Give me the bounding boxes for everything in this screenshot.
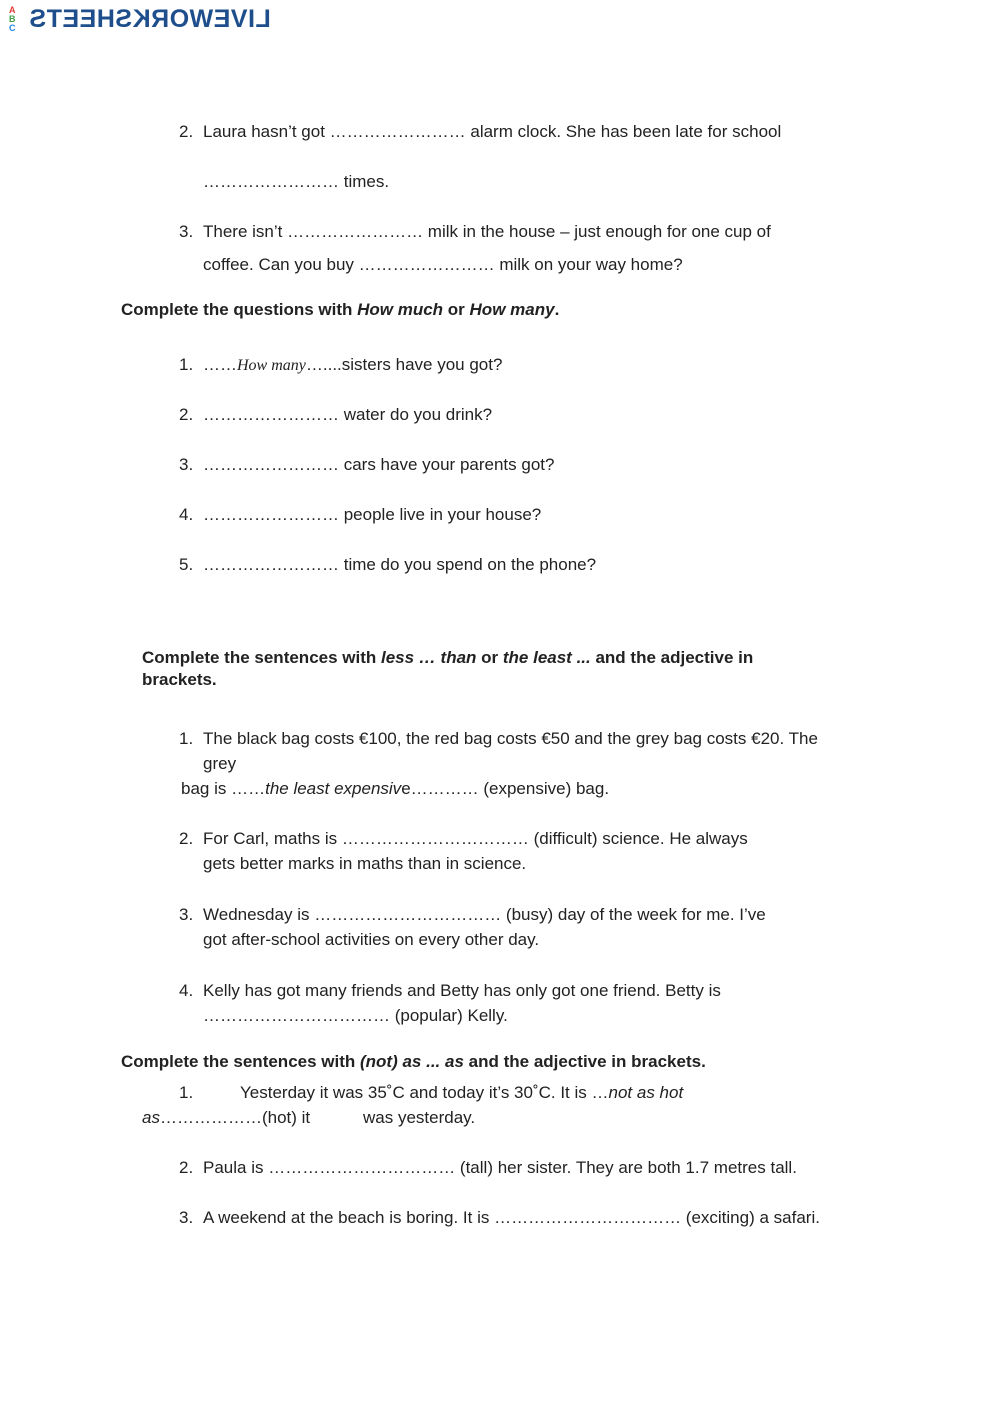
exercise-sentence: There isn’t …………………… milk in the house – just enough for one cup of xyxy=(203,222,771,241)
item-number: 4. xyxy=(179,981,194,1000)
heading-text: and the adjective in xyxy=(590,648,754,667)
exercise-sentence: Paula is …………………………… (tall) her sister. They are both 1.7 metres tall. xyxy=(203,1158,797,1177)
sentence-text: …....sisters have you got? xyxy=(305,355,503,374)
heading-text: Complete the sentences with xyxy=(121,1052,360,1071)
answer-text[interactable]: as xyxy=(142,1108,160,1127)
exercise-sentence xyxy=(142,1108,310,1128)
item-number: 2. xyxy=(179,122,194,141)
item-number: 2. xyxy=(179,829,194,848)
heading-emphasis: the least ... xyxy=(502,648,591,667)
abc-letter-b: B xyxy=(9,14,16,24)
item-number: 3. xyxy=(179,905,194,924)
exercise-sentence: …………………………… (popular) Kelly. xyxy=(203,1006,508,1025)
heading-emphasis: How many xyxy=(469,300,555,319)
exercise-sentence xyxy=(240,1083,683,1103)
logo-text: LIVEWORKSHEETS xyxy=(29,5,271,33)
exercise-sentence: …………………… water do you drink? xyxy=(203,405,493,424)
exercise-sentence xyxy=(181,779,609,799)
sentence-text: ………………(hot) it xyxy=(159,1108,311,1127)
item-number: 2. xyxy=(179,1158,194,1177)
section-heading-as-as xyxy=(121,1051,706,1073)
heading-emphasis: How much xyxy=(357,300,444,319)
item-number: 2. xyxy=(179,405,194,424)
item-number: 4. xyxy=(179,505,194,524)
answer-text[interactable]: the least expensiv xyxy=(265,779,402,798)
sentence-text: e………… (expensive) bag. xyxy=(401,779,610,798)
exercise-sentence: was yesterday. xyxy=(363,1108,476,1127)
liveworksheets-logo xyxy=(8,4,271,34)
exercise-sentence: A weekend at the beach is boring. It is …………………………… (exciting) a safari. xyxy=(203,1208,820,1227)
item-number: 3. xyxy=(179,222,194,241)
item-number: 1. xyxy=(179,1083,194,1102)
section-heading-less-than-line2: brackets. xyxy=(142,670,217,689)
heading-emphasis: less … than xyxy=(381,648,477,667)
item-number: 3. xyxy=(179,1208,194,1227)
exercise-sentence: …………………… time do you spend on the phone? xyxy=(203,555,597,574)
exercise-sentence: The black bag costs €100, the red bag costs €50 and the grey bag costs €20. The xyxy=(203,729,818,748)
answer-text[interactable]: not as hot xyxy=(608,1083,684,1102)
exercise-sentence: grey xyxy=(203,754,237,773)
heading-emphasis: (not) as ... as xyxy=(360,1052,464,1071)
exercise-sentence: Laura hasn’t got …………………… alarm clock. She has been late for school xyxy=(203,122,782,141)
answer-text[interactable]: How many xyxy=(237,357,306,374)
item-number: 1. xyxy=(179,729,194,748)
exercise-sentence: …………………… times. xyxy=(203,172,390,191)
exercise-sentence: Kelly has got many friends and Betty has only got one friend. Betty is xyxy=(203,981,721,1000)
exercise-sentence: …………………… cars have your parents got? xyxy=(203,455,555,474)
heading-text: Complete the questions with xyxy=(121,300,358,319)
exercise-sentence: For Carl, maths is …………………………… (difficult) science. He always xyxy=(203,829,748,848)
heading-text: and the adjective in brackets. xyxy=(463,1052,706,1071)
heading-text: . xyxy=(554,300,560,319)
exercise-sentence: got after-school activities on every other day. xyxy=(203,930,540,949)
abc-letter-a: A xyxy=(9,5,16,15)
item-number: 3. xyxy=(179,455,194,474)
exercise-sentence: Wednesday is …………………………… (busy) day of the week for me. I’ve xyxy=(203,905,766,924)
section-heading-less-than xyxy=(142,647,753,669)
item-number: 5. xyxy=(179,555,194,574)
heading-text: or xyxy=(443,300,470,319)
exercise-sentence xyxy=(203,355,502,376)
section-heading-how-much xyxy=(121,299,559,321)
exercise-sentence: …………………… people live in your house? xyxy=(203,505,542,524)
heading-text: Complete the sentences with xyxy=(142,648,381,667)
abc-letter-c: C xyxy=(9,23,16,33)
blank-dots: …… xyxy=(203,355,237,374)
abc-blocks-icon xyxy=(8,6,26,32)
sentence-text: Yesterday it was 35˚C and today it’s 30˚C. It is … xyxy=(240,1083,609,1102)
heading-text: or xyxy=(476,648,503,667)
sentence-text: bag is …… xyxy=(181,779,266,798)
exercise-sentence: coffee. Can you buy …………………… milk on your way home? xyxy=(203,255,683,274)
item-number: 1. xyxy=(179,355,194,374)
exercise-sentence: gets better marks in maths than in science. xyxy=(203,854,527,873)
